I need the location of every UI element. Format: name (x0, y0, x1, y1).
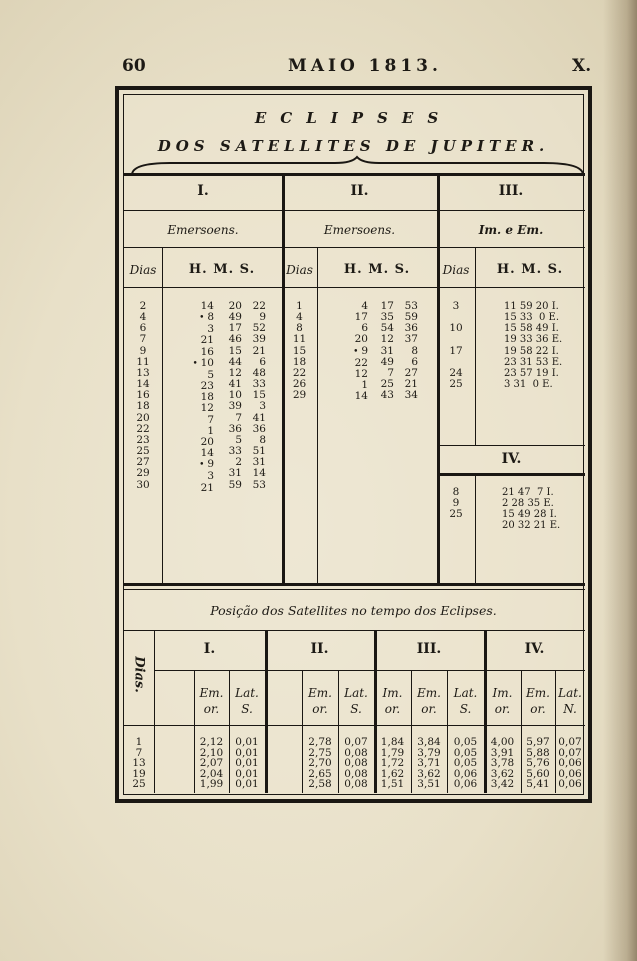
day-cell: 10 (449, 322, 463, 335)
value-cell: 5,60 (526, 767, 550, 780)
hour-cell: 14 (200, 300, 214, 312)
second-cell: 34 (404, 389, 418, 402)
day-cell: 18 (136, 400, 150, 413)
minute-cell: 33 (228, 445, 242, 458)
rule (317, 247, 318, 583)
rule (124, 173, 585, 176)
occultation-mark: • (192, 358, 201, 369)
second-cell: 8 (411, 344, 418, 357)
hour-cell: 16 (200, 345, 214, 358)
minute-cell: 7 (387, 366, 394, 379)
day-cell: 26 (292, 378, 307, 391)
minute-cell: 44 (228, 355, 242, 368)
value-cell: 0,06 (453, 778, 478, 790)
pos-subheading: Lat. S. (344, 686, 368, 716)
value-cell: 0,01 (235, 757, 259, 769)
pos-IV-im (484, 737, 521, 790)
pos-subheading: Lat. S. (235, 686, 259, 716)
hour-cell: 4 (361, 300, 368, 312)
value-cell: 0,07 (558, 746, 582, 759)
time-cell: 20 32 21 E. (502, 520, 561, 532)
value-cell: 0,01 (235, 736, 259, 748)
day-cell: 29 (292, 389, 307, 402)
hour-cell: 7 (207, 413, 214, 426)
day-cell: 18 (292, 355, 307, 368)
hour-cell: 14 (354, 390, 368, 403)
day-cell: 4 (296, 311, 303, 324)
time-cell: 15 33 0 E. (504, 312, 560, 324)
value-cell: 2,75 (308, 746, 332, 759)
positions-days (124, 737, 154, 790)
hour-cell: • 9 (353, 344, 368, 357)
day-cell: 8 (452, 486, 460, 498)
value-cell: 3,62 (490, 767, 515, 780)
value-cell: 0,07 (558, 736, 582, 748)
minute-cell: 17 (380, 300, 394, 312)
value-cell: 5,76 (526, 757, 550, 769)
pos-IV-lat (555, 737, 585, 790)
rule (124, 630, 585, 631)
value-cell: 2,65 (308, 767, 332, 780)
dias-header-3: Dias (442, 263, 470, 277)
hour-cell: 3 (207, 323, 214, 336)
second-cell: 51 (252, 445, 266, 458)
sat2-seconds (396, 301, 418, 401)
second-cell: 6 (411, 355, 418, 368)
sat1-days (124, 301, 162, 491)
rule (438, 445, 585, 446)
second-cell: 39 (252, 333, 266, 346)
value-cell: 0,05 (453, 736, 478, 748)
page-header (0, 56, 637, 80)
value-cell: 2,04 (199, 767, 224, 780)
second-cell: 41 (252, 411, 266, 424)
sat-heading-4: IV. (501, 451, 522, 467)
value-cell: 3,42 (490, 778, 515, 790)
time-cell: 2 28 35 E. (502, 498, 554, 510)
value-cell: 3,79 (417, 746, 441, 759)
hour-cell: 21 (200, 334, 214, 347)
sat3-days (437, 301, 475, 390)
value-cell: 0,08 (344, 767, 368, 780)
day-cell: 8 (296, 322, 303, 335)
pos-I-lat (229, 737, 265, 790)
pos-II-lat (338, 737, 374, 790)
minute-cell: 46 (228, 333, 242, 346)
day-cell: 13 (136, 366, 150, 379)
day-cell: 29 (136, 467, 150, 480)
minute-cell: 49 (228, 311, 242, 324)
hour-cell: 20 (354, 333, 368, 346)
day-cell (437, 520, 475, 531)
value-cell: 4,00 (490, 736, 515, 748)
time-cell: 11 59 20 I. (504, 301, 559, 312)
day-cell: 7 (139, 333, 147, 346)
hour-cell: 12 (354, 367, 368, 380)
pos-IV-em (521, 737, 555, 790)
rule (124, 247, 585, 248)
value-cell: 1,62 (380, 767, 405, 780)
hour-cell: 20 (200, 435, 214, 448)
second-cell: 37 (404, 333, 418, 346)
occultation-mark: • (199, 460, 208, 471)
value-cell: 3,51 (417, 778, 441, 790)
second-cell: 33 (252, 378, 266, 391)
eclipse-table-frame (115, 86, 592, 803)
value-cell: 2,12 (199, 736, 224, 748)
hms-header-1: H. M. S. (188, 262, 256, 277)
pos-subheading: Em. or. (308, 686, 332, 716)
time-cell: 21 47 7 I. (502, 487, 554, 498)
minute-cell: 35 (380, 311, 394, 324)
day-cell: 25 (132, 778, 146, 790)
value-cell: 0,08 (344, 746, 368, 759)
sat-subheading-2: Emersoens. (323, 223, 396, 237)
eclipse-table-inner (123, 94, 584, 795)
second-cell: 6 (259, 355, 266, 368)
value-cell: 3,91 (490, 746, 515, 759)
value-cell: 0,05 (453, 757, 478, 769)
sat2-minutes (372, 301, 394, 401)
hms-header-3: H. M. S. (496, 262, 564, 277)
day-cell: 19 (132, 767, 146, 780)
minute-cell: 49 (380, 355, 394, 368)
pos-group-1: I. (203, 641, 216, 657)
value-cell: 5,97 (526, 736, 550, 748)
pos-subheading: Im. or. (492, 686, 513, 716)
day-cell: 9 (139, 344, 147, 357)
rule (438, 473, 585, 476)
day-cell: 17 (449, 344, 463, 357)
minute-cell: 20 (228, 300, 242, 312)
value-cell: 3,71 (417, 757, 441, 769)
minute-cell: 36 (228, 422, 242, 435)
day-cell: 1 (135, 736, 143, 748)
pos-subheading: Em. or. (417, 686, 441, 716)
value-cell: 3,84 (417, 736, 441, 748)
hour-cell: 14 (200, 447, 214, 460)
pos-I-em (194, 737, 229, 790)
pos-subheading: Em. or. (526, 686, 550, 716)
value-cell: 0,06 (558, 767, 582, 780)
page-number: 60 (122, 56, 146, 76)
minute-cell: 59 (228, 478, 242, 491)
minute-cell: 12 (380, 333, 394, 346)
dias-header-1: Dias (129, 263, 157, 277)
second-cell: 8 (259, 433, 266, 446)
minute-cell: 31 (228, 467, 242, 480)
second-cell: 48 (252, 366, 266, 379)
value-cell: 2,78 (308, 736, 332, 748)
day-cell: 16 (136, 389, 150, 402)
second-cell: 52 (252, 322, 266, 335)
second-cell: 14 (252, 467, 266, 480)
day-cell: 20 (136, 411, 150, 424)
day-cell: 22 (292, 366, 307, 379)
hour-cell: 1 (361, 379, 368, 392)
sat4-days (437, 487, 475, 532)
sat2-days (282, 301, 317, 401)
rule (124, 583, 585, 586)
value-cell: 3,78 (490, 757, 515, 769)
minute-cell: 43 (380, 389, 394, 402)
hms-header-2: H. M. S. (343, 262, 411, 277)
sat-heading-3: III. (498, 183, 524, 199)
sat-heading-2: II. (350, 183, 369, 199)
minute-cell: 31 (380, 344, 394, 357)
time-cell: 15 58 49 I. (504, 323, 559, 335)
minute-cell: 12 (228, 366, 242, 379)
minute-cell: 5 (235, 433, 242, 446)
positions-dias-label: Dias. (131, 656, 147, 693)
sat-heading-1: I. (197, 183, 209, 199)
time-cell: 15 49 28 I. (502, 509, 557, 521)
day-cell: 23 (136, 433, 150, 446)
second-cell: 3 (259, 400, 266, 413)
day-cell: 11 (136, 355, 150, 368)
hour-cell: 5 (207, 368, 214, 381)
hour-cell: 22 (354, 356, 368, 369)
value-cell: 1,84 (380, 736, 405, 748)
value-cell: 0,06 (453, 767, 478, 780)
value-cell: 0,01 (235, 746, 259, 759)
value-cell: 0,05 (453, 746, 478, 759)
eclipses-title: ECLIPSES (254, 109, 453, 127)
rule (124, 589, 585, 590)
second-cell: 21 (252, 344, 266, 357)
sat-subheading-1: Emersoens. (167, 223, 239, 237)
day-cell: 24 (449, 366, 463, 379)
day-cell: 13 (132, 757, 146, 769)
day-cell: 25 (449, 378, 463, 391)
day-cell: 11 (292, 333, 307, 346)
day-cell: 6 (139, 322, 147, 335)
day-cell: 2 (139, 300, 147, 312)
value-cell: 1,51 (380, 778, 405, 790)
time-cell: 3 31 0 E. (504, 379, 553, 391)
value-cell: 5,41 (526, 778, 550, 790)
value-cell: 0,08 (344, 757, 368, 769)
second-cell: 9 (259, 311, 266, 324)
day-cell: 4 (139, 311, 147, 324)
second-cell: 27 (404, 366, 418, 379)
value-cell: 0,01 (235, 767, 259, 780)
second-cell: 21 (404, 378, 418, 391)
day-cell: 3 (452, 300, 460, 312)
time-cell: 23 57 19 I. (504, 367, 559, 379)
hour-cell: 1 (207, 424, 214, 437)
hour-cell: 6 (361, 322, 368, 335)
pos-III-em (411, 737, 447, 790)
value-cell: 2,07 (199, 757, 224, 769)
hour-cell: 17 (354, 311, 368, 324)
hour-cell: 18 (200, 391, 214, 404)
pos-subheading: Em. or. (199, 686, 224, 716)
dias-header-2: Dias (286, 263, 313, 277)
time-cell: 19 33 36 E. (504, 334, 563, 346)
positions-title: Posição dos Satellites no tempo dos Eclipses. (210, 603, 497, 618)
second-cell: 59 (404, 311, 418, 324)
day-cell: 25 (449, 508, 463, 521)
minute-cell: 54 (380, 322, 394, 335)
second-cell: 36 (252, 422, 266, 435)
value-cell: 0,06 (558, 757, 582, 769)
pos-group-4: IV. (524, 641, 545, 657)
hour-cell: 21 (200, 481, 214, 494)
sat1-minutes (218, 301, 242, 491)
occultation-mark: • (353, 346, 362, 357)
hour-cell: • 8 (199, 311, 214, 324)
value-cell: 2,70 (308, 757, 332, 769)
day-cell: 25 (136, 445, 150, 458)
day-cell: 7 (135, 746, 143, 759)
value-cell: 0,01 (235, 778, 259, 790)
sat2-hours (342, 301, 368, 402)
rule (124, 287, 585, 288)
value-cell: 0,06 (558, 778, 582, 790)
hour-cell: 12 (200, 402, 214, 415)
sat4-times (502, 487, 582, 532)
minute-cell: 10 (228, 389, 242, 402)
value-cell: 1,99 (199, 778, 224, 790)
minute-cell: 7 (235, 411, 242, 424)
minute-cell: 15 (228, 344, 242, 357)
occultation-mark: • (199, 313, 208, 324)
hour-cell: • 10 (192, 356, 214, 369)
month-title: MAIO 1813. (288, 56, 442, 76)
second-cell: 15 (252, 389, 266, 402)
day-cell: 9 (452, 497, 460, 510)
sat1-hours (184, 301, 214, 494)
pos-III-im (374, 737, 411, 790)
sheet-letter: X. (572, 56, 592, 76)
eclipses-subtitle: DOS SATELLITES DE JUPITER. (157, 137, 550, 155)
sat1-seconds (242, 301, 266, 491)
hour-cell: 3 (207, 470, 214, 483)
rule (475, 473, 476, 583)
rule (162, 247, 163, 583)
minute-cell: 25 (380, 378, 394, 391)
value-cell: 1,79 (380, 746, 405, 759)
hour-cell: • 9 (199, 458, 214, 471)
value-cell: 2,10 (199, 746, 224, 759)
pos-subheading: Lat. S. (453, 686, 478, 716)
pos-group-3: III. (416, 641, 442, 657)
value-cell: 0,07 (344, 736, 368, 748)
day-cell: 30 (136, 478, 150, 491)
day-cell: 15 (292, 344, 307, 357)
value-cell: 3,62 (417, 767, 441, 780)
day-cell: 22 (136, 422, 150, 435)
minute-cell: 2 (235, 456, 242, 469)
minute-cell: 41 (228, 378, 242, 391)
second-cell: 36 (404, 322, 418, 335)
hour-cell: 23 (200, 380, 214, 393)
pos-III-lat (447, 737, 484, 790)
pos-subheading: Lat. N. (558, 686, 582, 716)
value-cell: 0,08 (344, 778, 368, 790)
minute-cell: 39 (228, 400, 242, 413)
value-cell: 5,88 (526, 746, 550, 759)
day-cell: 14 (136, 378, 150, 391)
pos-group-2: II. (310, 641, 329, 657)
time-cell: 19 58 22 I. (504, 345, 559, 357)
rule (124, 210, 585, 211)
value-cell: 2,58 (308, 778, 332, 790)
pos-subheading: Im. or. (382, 686, 403, 716)
day-cell: 27 (136, 456, 150, 469)
time-cell: 23 31 53 E. (504, 356, 563, 368)
second-cell: 22 (252, 300, 266, 312)
second-cell: 31 (252, 456, 266, 469)
book-binding-shadow (603, 0, 637, 961)
minute-cell: 17 (228, 322, 242, 335)
value-cell: 1,72 (380, 757, 405, 769)
sat3-times (504, 301, 582, 390)
pos-II-em (302, 737, 338, 790)
second-cell: 53 (404, 300, 418, 312)
day-cell: 1 (296, 300, 303, 312)
second-cell: 53 (252, 478, 266, 491)
sat-subheading-3: Im. e Em. (478, 223, 544, 237)
